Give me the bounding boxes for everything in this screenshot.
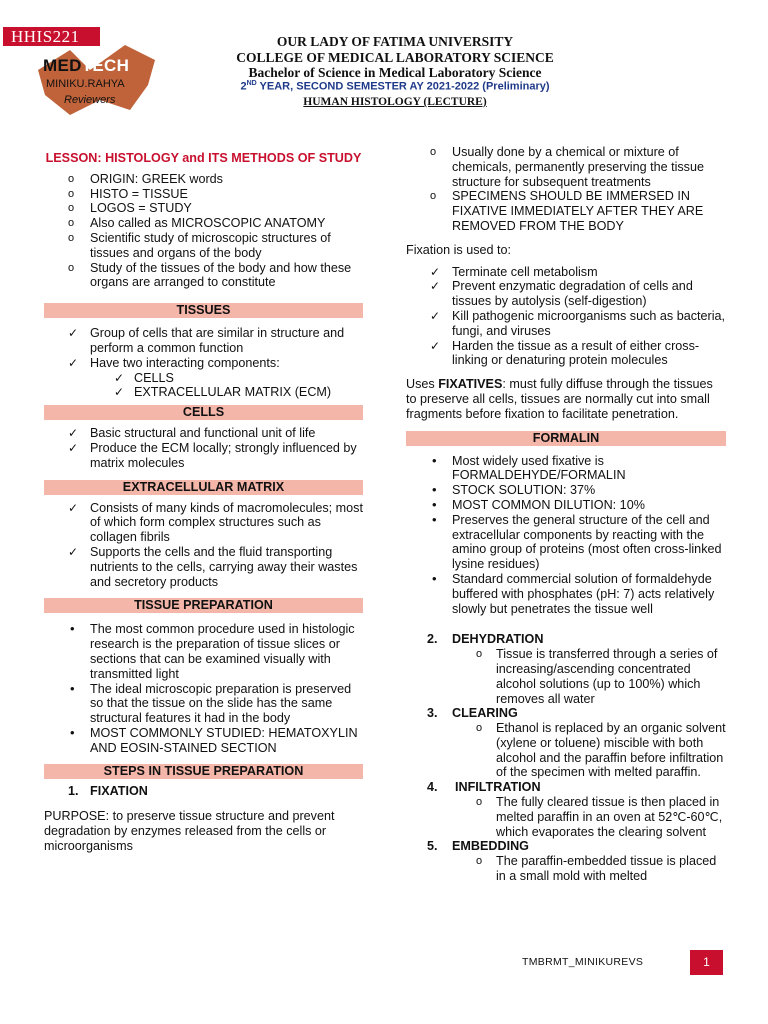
- steps-list: [406, 632, 726, 884]
- list-item: • Preserves the general structure of the cell and extracellular components by reacting with the amino group of proteins (most often cross-linked lysine residues): [432, 511, 722, 572]
- step-number: 1.: [68, 783, 79, 798]
- left-column: [44, 151, 363, 854]
- tissues-sublist: [44, 371, 363, 401]
- circle-bullet-icon: o: [476, 722, 483, 735]
- ecm-heading: EXTRACELLULAR MATRIX: [44, 480, 363, 495]
- list-item: o ORIGIN: GREEK words: [68, 171, 223, 186]
- fixation-list: [406, 145, 726, 234]
- step-embedding: 5. EMBEDDING: [427, 839, 529, 854]
- bullet-icon: •: [432, 570, 437, 586]
- list-item: ✓ Consists of many kinds of macromolecules; most of which form complex structures such as collagen fibrils: [68, 500, 363, 545]
- year-rest: YEAR, SECOND SEMESTER AY 2021-2022 (Preliminary): [256, 80, 550, 93]
- year-sup: ND: [246, 80, 257, 87]
- list-item: o LOGOS = STUDY: [68, 201, 192, 216]
- step-label: FIXATION: [90, 783, 148, 798]
- list-item: o The paraffin-embedded tissue is placed in a small mold with melted: [476, 854, 717, 884]
- checkmark-icon: ✓: [114, 385, 125, 400]
- circle-bullet-icon: o: [68, 202, 75, 215]
- logo-med: MED: [43, 56, 82, 75]
- step-fixation: [44, 784, 363, 799]
- subject-title: HUMAN HISTOLOGY (LECTURE): [303, 96, 487, 108]
- list-item: o Scientific study of microscopic structures of tissues and organs of the body: [68, 230, 331, 260]
- checkmark-icon: ✓: [68, 544, 79, 559]
- list-item: ✓ Group of cells that are similar in structure and perform a common function: [68, 326, 345, 355]
- ecm-list: [44, 501, 363, 590]
- checkmark-icon: ✓: [430, 308, 441, 323]
- list-item: o Study of the tissues of the body and how these organs are arranged to constitute: [68, 260, 352, 290]
- step-dehydration: 2. DEHYDRATION: [427, 632, 544, 647]
- bullet-icon: •: [70, 621, 75, 637]
- circle-bullet-icon: o: [430, 190, 437, 203]
- steps-heading: STEPS IN TISSUE PREPARATION: [44, 764, 363, 779]
- bullet-icon: •: [70, 680, 75, 696]
- list-item: • Most widely used fixative is FORMALDEHYDE/FORMALIN: [432, 452, 626, 483]
- bullet-icon: •: [70, 724, 75, 740]
- list-item: ✓ Produce the ECM locally; strongly influenced by matrix molecules: [68, 440, 357, 470]
- year-semester: [180, 80, 610, 93]
- list-item: ✓ EXTRACELLULAR MATRIX (ECM): [114, 385, 332, 400]
- logo-wordmark: [43, 56, 129, 76]
- list-item: ✓ CELLS: [114, 370, 174, 385]
- list-item: • MOST COMMON DILUTION: 10%: [432, 496, 645, 512]
- checkmark-icon: ✓: [68, 426, 79, 441]
- step-clearing: 3. CLEARING: [427, 706, 518, 721]
- list-item: o Tissue is transferred through a series of increasing/ascending concentrated alcohol solutions (up to 100%) which removes all water: [476, 647, 718, 706]
- university-name: OUR LADY OF FATIMA UNIVERSITY: [276, 34, 514, 49]
- tissues-list: [44, 326, 363, 370]
- checkmark-icon: ✓: [430, 279, 441, 294]
- list-item: • The most common procedure used in histologic research is the preparation of tissue slices or sections that can be examined visually with transmitted light: [70, 621, 355, 681]
- list-item: • MOST COMMONLY STUDIED: HEMATOXYLIN AND EOSIN-STAINED SECTION: [70, 724, 358, 755]
- circle-bullet-icon: o: [68, 231, 75, 244]
- program-name: Bachelor of Science in Medical Laboratory Science: [248, 65, 542, 80]
- circle-bullet-icon: o: [430, 146, 437, 158]
- list-item: • Standard commercial solution of formaldehyde buffered with phosphates (pH: 7) acts relatively slowly but penetrates the tissue well: [432, 570, 715, 616]
- logo-tech: TECH: [81, 56, 130, 75]
- list-item: o Also called as MICROSCOPIC ANATOMY: [68, 216, 326, 231]
- list-item: o Ethanol is replaced by an organic solvent (xylene or toluene) miscible with both alcohol and the paraffin before infiltration of the specimen with melted paraffin.: [476, 721, 726, 780]
- fixatives-paragraph: Uses FIXATIVES: must fully diffuse through the tissues to preserve all cells, tissues are normally cut into small fragments before fixation to facilitate penetration.: [406, 377, 713, 421]
- bullet-icon: •: [432, 482, 437, 498]
- list-item: o Usually done by a chemical or mixture of chemicals, permanently preserving the tissue structure for subsequent treatments: [430, 145, 704, 189]
- list-item: • The ideal microscopic preparation is preserved so that the tissue on the slide has the same structural features it had in the body: [70, 680, 352, 726]
- purpose-text: PURPOSE: to preserve tissue structure and prevent degradation by enzymes released from the cells or microorganisms: [44, 809, 335, 853]
- circle-bullet-icon: o: [68, 217, 75, 230]
- bullet-icon: •: [432, 452, 437, 468]
- list-item: ✓ Supports the cells and the fluid transporting nutrients to the cells, carrying away their wastes and secretory products: [68, 544, 358, 589]
- bullet-icon: •: [432, 496, 437, 512]
- bullet-icon: •: [432, 511, 437, 527]
- college-name: COLLEGE OF MEDICAL LABORATORY SCIENCE: [236, 50, 554, 65]
- circle-bullet-icon: o: [68, 172, 75, 185]
- footer-author: TMBRMT_MINIKUREVS: [522, 956, 644, 968]
- formalin-list: [406, 454, 726, 617]
- year-num: 2: [240, 80, 247, 93]
- step-clearing-detail: [406, 721, 726, 780]
- tissue-prep-list: [44, 622, 363, 755]
- step-infiltration-detail: [406, 795, 726, 839]
- circle-bullet-icon: o: [476, 648, 483, 661]
- step-dehydration-detail: [406, 647, 726, 706]
- step-infiltration: 4. INFILTRATION: [427, 780, 541, 795]
- list-item: ✓ Have two interacting components:: [68, 355, 280, 370]
- list-item: o SPECIMENS SHOULD BE IMMERSED IN FIXATIVE IMMEDIATELY AFTER THEY ARE REMOVED FROM THE BODY: [430, 189, 704, 233]
- logo-subtitle: MINIKU.RAHYA: [46, 78, 125, 90]
- checkmark-icon: ✓: [68, 326, 79, 341]
- course-code-badge: HHIS221: [3, 27, 100, 46]
- checkmark-icon: ✓: [68, 355, 79, 370]
- checkmark-icon: ✓: [68, 440, 79, 455]
- tissue-prep-heading: TISSUE PREPARATION: [44, 598, 363, 613]
- checkmark-icon: ✓: [114, 370, 125, 385]
- circle-bullet-icon: o: [476, 796, 483, 809]
- list-item: ✓ Kill pathogenic microorganisms such as bacteria, fungi, and viruses: [430, 308, 725, 338]
- list-item: ✓ Prevent enzymatic degradation of cells and tissues by autolysis (self-digestion): [430, 279, 693, 309]
- list-item: • STOCK SOLUTION: 37%: [432, 482, 596, 498]
- tissues-heading: TISSUES: [44, 303, 363, 318]
- circle-bullet-icon: o: [476, 855, 483, 868]
- step-embedding-detail: [406, 854, 726, 884]
- formalin-heading: FORMALIN: [406, 431, 726, 446]
- checkmark-icon: ✓: [430, 264, 441, 279]
- cells-list: [44, 426, 363, 470]
- cells-heading: CELLS: [44, 405, 363, 420]
- lesson-title: LESSON: HISTOLOGY and ITS METHODS OF STUDY: [45, 151, 362, 165]
- checkmark-icon: ✓: [68, 500, 79, 515]
- circle-bullet-icon: o: [68, 187, 75, 200]
- fixation-used-list: [406, 265, 726, 369]
- list-item: o The fully cleared tissue is then placed in melted paraffin in an oven at 52℃-60℃, which evaporates the clearing solvent: [476, 795, 723, 839]
- fixation-used-label: Fixation is used to:: [406, 242, 511, 257]
- list-item: ✓ Basic structural and functional unit of life: [68, 426, 316, 441]
- circle-bullet-icon: o: [68, 261, 75, 274]
- page-number: 1: [690, 950, 723, 975]
- list-item: ✓ Harden the tissue as a result of either cross-linking or denaturing protein molecules: [430, 338, 700, 368]
- list-item: o HISTO = TISSUE: [68, 186, 188, 201]
- logo-reviewers: Reviewers: [64, 94, 116, 106]
- list-item: ✓ Terminate cell metabolism: [430, 264, 598, 279]
- intro-list: [44, 172, 363, 290]
- right-column: [406, 145, 726, 884]
- checkmark-icon: ✓: [430, 338, 441, 353]
